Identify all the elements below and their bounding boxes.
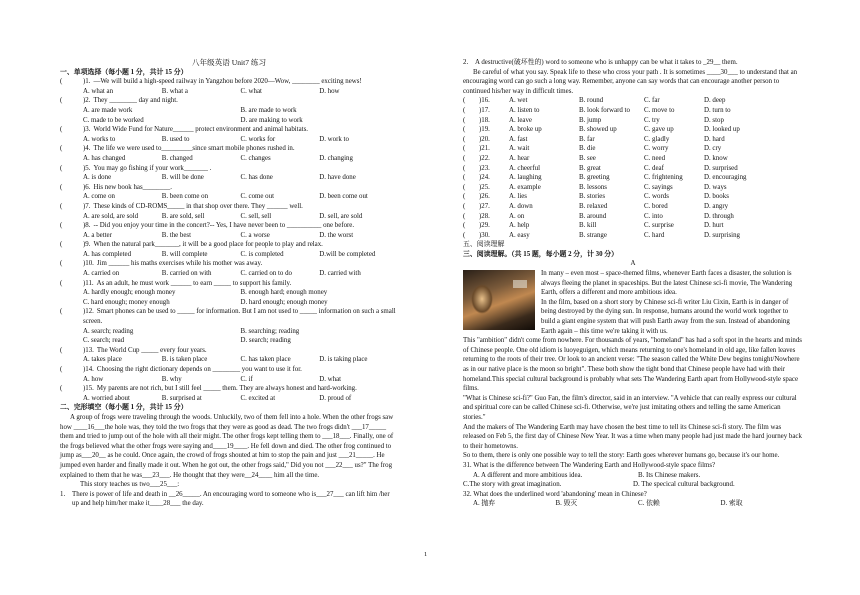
option: B. great xyxy=(579,164,601,172)
question-31-options-row-2: C.The story with great imagination. D. The specical cultural background. xyxy=(463,481,735,489)
mc-question xyxy=(60,384,398,403)
cloze-option-row xyxy=(463,135,803,145)
cloze-option-row xyxy=(463,173,803,183)
question-31-options-row-1: A. A different and more ambitious idea. B. Its Chinese makers. xyxy=(473,471,701,479)
question-number: )17. xyxy=(479,106,490,114)
question-number: )26. xyxy=(479,193,490,201)
option: C. bored xyxy=(644,202,668,210)
option: B. searching; reading xyxy=(240,327,300,335)
option: C. made to be worked xyxy=(83,116,144,124)
left-column xyxy=(60,58,398,509)
mc-question xyxy=(60,240,398,259)
options-row xyxy=(60,192,398,202)
question-number: )29. xyxy=(479,222,490,230)
option: B. around xyxy=(579,212,607,220)
options-row xyxy=(60,288,398,298)
option: A. down xyxy=(509,202,533,210)
option: C. what xyxy=(240,87,262,95)
answer-blank[interactable]: ( xyxy=(463,154,466,162)
question-number: )18. xyxy=(479,116,490,124)
question-text: My parents are not rich, but I still feel _____ them. They are always honest and hard-working. xyxy=(96,385,357,393)
option: D. hard xyxy=(704,135,725,143)
answer-blank[interactable]: ( xyxy=(60,183,63,191)
option: A. works to xyxy=(83,135,116,143)
question-text: -- Did you enjoy your time in the concert?-- Yes, I have never been to __________ one before. xyxy=(93,222,355,230)
option: B. what a xyxy=(161,87,188,95)
question-number: )6. xyxy=(83,183,91,191)
answer-blank[interactable]: ( xyxy=(60,308,63,316)
cloze-option-row xyxy=(463,192,803,202)
options-row xyxy=(60,269,398,279)
option: B. the best xyxy=(161,231,192,239)
options-row xyxy=(60,116,398,126)
option: A. fast xyxy=(509,135,528,143)
answer-blank[interactable]: ( xyxy=(60,126,63,134)
option: B. surprised at xyxy=(161,394,202,402)
question-text: When the natural park_______, it will be a good place for people to play and relax. xyxy=(93,241,323,249)
option: A. hear xyxy=(509,154,530,162)
option: B. used to xyxy=(161,135,190,143)
option: A. wait xyxy=(509,145,530,153)
option: D. been come out xyxy=(319,193,368,201)
option: B. showed up xyxy=(579,126,617,134)
option: B. lessons xyxy=(579,183,607,191)
reading-paragraph-1: In many – even most – space-themed films, whenever Earth faces a disaster, the solution is always fleeing the planet in spaceships. But the latest Chinese sci-fi movie, The Wandering Earth, offers a different and more ambitious idea. xyxy=(541,270,793,297)
options-row xyxy=(60,173,398,183)
option: A. is done xyxy=(83,174,112,182)
cloze-passage: A group of frogs were traveling through the woods. Unluckily, two of them fell into a hole. When the other frogs saw how ____16___the hole was, they told the two frogs that they were as good as dead. The two frogs didn't ___17_____ them and tried to jump out of the hole with all their might. The other frogs kept telling them to ___18___. Finally, one of the frogs believed what the other frogs were saying and____19____. He fell down and died. The other frog continued to jump as___20__ as he could. Once again, the crowd of frogs shouted at him to stop the pain and just ___21_____. He jumped even harder and finally made it out. When he got out, the other frogs said," Did you not ___22___ us?" The frog explained to them that he was___23___. He thought that they were__24____ him all the time. xyxy=(60,413,394,479)
question-number: )5. xyxy=(83,164,91,172)
options-row xyxy=(60,298,398,308)
question-number: )3. xyxy=(83,126,91,134)
option: C. carried on to do xyxy=(240,270,292,278)
question-number: )25. xyxy=(479,183,490,191)
option: B. greeting xyxy=(579,174,610,182)
answer-blank[interactable]: ( xyxy=(463,164,466,172)
options-row xyxy=(60,394,398,404)
answer-blank[interactable]: ( xyxy=(463,106,466,114)
question-number: )15. xyxy=(83,385,94,393)
option: A. leave xyxy=(509,116,532,124)
question-number: )12. xyxy=(83,308,94,316)
option: C. frightening xyxy=(644,174,683,182)
option: B. see xyxy=(579,154,596,162)
option: A. help xyxy=(509,222,530,230)
option: C. deaf xyxy=(644,164,664,172)
mc-question xyxy=(60,279,398,308)
answer-blank[interactable]: ( xyxy=(60,164,63,172)
cloze-option-row xyxy=(463,154,803,164)
question-number: )13. xyxy=(83,346,94,354)
right-column xyxy=(463,58,803,509)
question-text: —We will build a high-speed railway in Yangzhou before 2020—Wow, ________ exciting news! xyxy=(93,78,362,86)
options-row xyxy=(60,250,398,260)
option: C. hard xyxy=(644,231,665,239)
option: B. round xyxy=(579,97,604,105)
option: D. sell, are sold xyxy=(319,212,363,220)
mc-question xyxy=(60,221,398,240)
option: D. work to xyxy=(319,135,349,143)
question-text: As an adult, he must work ______ to earn _____ to support his family. xyxy=(96,279,292,287)
option: D. hard enough; enough money xyxy=(240,298,328,306)
options-row xyxy=(60,212,398,222)
reading-paragraph-3: This "ambition" didn't come from nowhere. For thousands of years, "homeland" has had a soft spot in the hearts and minds of Chinese people. One old idiom is luoyeguigen, which means returning to one's homeland in old age, like fallen leaves returning to the roots of their tree. Or look to an ancient verse: "The season called the White Dew begins tonight/Nowhere as in our native place is the moon so bright". These both show the tight bond that Chinese people have had with their homeland.This special cultural background is probably what sets The Wandering Earth apart from Hollywood-style space films. xyxy=(463,337,802,393)
question-number: )19. xyxy=(479,126,490,134)
cloze-option-row xyxy=(463,106,803,116)
question-number: )28. xyxy=(479,212,490,220)
option: D. surprising xyxy=(704,231,740,239)
cloze-option-row xyxy=(463,183,803,193)
option: B. is taken place xyxy=(161,356,208,364)
option: B. strange xyxy=(579,231,607,239)
option: B. far xyxy=(579,135,595,143)
option: A. worried about xyxy=(83,394,130,402)
option: A. come on xyxy=(83,193,115,201)
question-32-options: A. 抛弃 B. 毁灭 C. 依赖 D. 索取 xyxy=(473,500,743,508)
option: A. are made work xyxy=(83,106,133,114)
option: D. is taking place xyxy=(319,356,368,364)
option: B. kill xyxy=(579,222,597,230)
reading-paragraph-6: So to them, there is only one possible way to tell the story: Earth goes wherever humans go, because it's our home. xyxy=(463,452,780,460)
option: B. die xyxy=(579,145,596,153)
option: C. a worse xyxy=(240,231,270,239)
cloze-point-1: 1. There is power of life and death in __26_____. An encouraging word to someone who is___27___ can lift him /her up and help him/her make it____28___ the day. xyxy=(60,490,390,508)
cloze-options-list xyxy=(463,96,803,240)
question-number: )23. xyxy=(479,164,490,172)
option: C. hard enough; money enough xyxy=(83,298,170,306)
option: D. the worst xyxy=(319,231,354,239)
option: A. laughing xyxy=(509,174,542,182)
option: A. are sold, are sold xyxy=(83,212,139,220)
option: B. will complete xyxy=(161,250,208,258)
option: A. how xyxy=(83,375,104,383)
page-number: 1 xyxy=(424,551,428,558)
option: D. know xyxy=(704,154,728,162)
answer-blank[interactable]: ( xyxy=(60,346,63,354)
option: D. through xyxy=(704,212,734,220)
options-row xyxy=(60,355,398,365)
question-number: )4. xyxy=(83,145,91,153)
question-number: )30. xyxy=(479,231,490,239)
answer-blank[interactable]: ( xyxy=(60,366,63,373)
option: B. jump xyxy=(579,116,602,124)
option: D. cry xyxy=(704,145,722,153)
cloze-option-row xyxy=(463,125,803,135)
options-row xyxy=(60,336,398,346)
option: C. surprise xyxy=(644,222,674,230)
question-number: )1. xyxy=(83,78,91,86)
movie-poster-image xyxy=(463,270,535,330)
answer-blank[interactable]: ( xyxy=(60,78,63,86)
option: D. have done xyxy=(319,174,356,182)
option: C. move to xyxy=(644,106,675,114)
option: A. easy xyxy=(509,231,530,239)
answer-blank[interactable]: ( xyxy=(463,145,466,153)
question-number: )22. xyxy=(479,154,490,162)
mc-question xyxy=(60,365,398,384)
question-text: Jim ______ his maths exercises while his mother was away. xyxy=(96,260,263,268)
option: D.will be completed xyxy=(319,250,376,258)
option: D. ways xyxy=(704,183,727,191)
option: D. how xyxy=(319,87,340,95)
option: B. are sold, sell xyxy=(161,212,205,220)
answer-blank[interactable]: ( xyxy=(463,126,466,134)
option: D. deep xyxy=(704,97,726,105)
option: D. turn to xyxy=(704,106,731,114)
question-number: )21. xyxy=(479,145,490,153)
option: D. what xyxy=(319,375,342,383)
cloze-option-row xyxy=(463,164,803,174)
section-2-title: 二、完形填空（每小题 1 分，共计 15 分） xyxy=(60,404,188,412)
mc-question xyxy=(60,183,398,202)
answer-blank[interactable]: ( xyxy=(463,222,466,230)
option: B. are made to work xyxy=(240,106,297,114)
passage-label: A xyxy=(630,260,636,268)
option: B. changed xyxy=(161,154,193,162)
question-number: )24. xyxy=(479,174,490,182)
option: D. books xyxy=(704,193,729,201)
option: C. works for xyxy=(240,135,276,143)
option: C. words xyxy=(644,193,669,201)
cloze-option-row xyxy=(463,116,803,126)
question-number: )10. xyxy=(83,260,94,268)
option: A. search; reading xyxy=(83,327,134,335)
answer-blank[interactable]: ( xyxy=(60,97,63,105)
question-number: )8. xyxy=(83,222,91,230)
answer-blank[interactable]: ( xyxy=(60,385,63,393)
option: A. listen to xyxy=(509,106,540,114)
cloze-option-row xyxy=(463,96,803,106)
option: A. has completed xyxy=(83,250,132,258)
mc-question xyxy=(60,125,398,144)
answer-blank[interactable]: ( xyxy=(463,231,466,239)
cloze-option-row xyxy=(463,144,803,154)
option: C. if xyxy=(240,375,253,383)
option: B. will be done xyxy=(161,174,204,182)
option: D. hurt xyxy=(704,222,724,230)
question-number: )16. xyxy=(479,97,490,105)
cloze-lesson: This story teaches us two___25___: xyxy=(80,481,180,489)
question-number: )20. xyxy=(479,135,490,143)
mc-question xyxy=(60,144,398,163)
answer-blank[interactable]: ( xyxy=(60,260,63,268)
question-number: )11. xyxy=(83,279,94,287)
question-text: Smart phones can be used to _____ for information. But I am not used to _____ information on such a small screen. xyxy=(83,308,396,326)
option: A. lies xyxy=(509,193,527,201)
mc-question xyxy=(60,77,398,96)
option: A. broke up xyxy=(509,126,542,134)
option: D. encouraging xyxy=(704,174,747,182)
question-text: You may go fishing if your work_______ . xyxy=(93,164,212,172)
option: B. enough hard; enough money xyxy=(240,289,328,297)
reading-paragraph-5: And the makers of The Wandering Earth may have chosen the best time to tell its Chinese sci-fi story. The film was released on Feb 5, the first day of Chinese New Year. It was a time when many people had just made the hard journey back to their hometowns. xyxy=(463,423,802,450)
options-row xyxy=(60,375,398,385)
cloze-ending: Be careful of what you say. Speak life to these who cross your path . It is sometimes ____30___ to understand that an encouraging word can go such a long way. Remember, anyone can say words that can encourage another person to continued his/her way in difficult times. xyxy=(463,68,798,95)
option: C. has done xyxy=(240,174,273,182)
option: A. hardly enough; enough money xyxy=(83,289,176,297)
answer-blank[interactable]: ( xyxy=(463,193,466,201)
option: C. come out xyxy=(240,193,274,201)
reading-paragraph-2: In the film, based on a short story by Chinese sci-fi writer Liu Cixin, Earth is in danger of being destroyed by the dying sun. In response, humans around the world work together to build a giant engine system that will push Earth away from the sun. Instead of abandoning Earth again – this time we're taking it with us. xyxy=(541,298,790,335)
options-row xyxy=(60,231,398,241)
option: C. gave up xyxy=(644,126,674,134)
question-31: 31. What is the difference between The Wandering Earth and Hollywood-style space films? xyxy=(463,461,716,469)
option: D. angry xyxy=(704,202,729,210)
option: A. cheerful xyxy=(509,164,540,172)
cloze-option-row xyxy=(463,221,803,231)
question-text: The World Cup _____ every four years. xyxy=(96,346,207,354)
answer-blank[interactable]: ( xyxy=(463,202,466,210)
option: D. looked up xyxy=(704,126,740,134)
option: C. search; read xyxy=(83,337,125,345)
reading-paragraph-4: "What is Chinese sci-fi?" Guo Fan, the film's director, said in an interview. "A vehicle that can really express our cultural and spiritual core can be called Chinese sci-fi. Otherwise, we're just imitating others and telling the same American stories." xyxy=(463,394,797,421)
option: D. search; reading xyxy=(240,337,291,345)
question-text: His new book has________. xyxy=(93,183,172,191)
mc-question xyxy=(60,202,398,221)
option: D. carried with xyxy=(319,270,361,278)
option: C. sell, sell xyxy=(240,212,272,220)
cloze-option-row xyxy=(463,202,803,212)
question-text: World Wide Fund for Nature______ protect environment and animal habitats. xyxy=(93,126,308,134)
answer-blank[interactable]: ( xyxy=(60,202,63,210)
option: A. a better xyxy=(83,231,112,239)
option: D. proud of xyxy=(319,394,352,402)
option: D. are making to work xyxy=(240,116,303,124)
question-number: )14. xyxy=(83,366,94,373)
answer-blank[interactable]: ( xyxy=(60,279,63,287)
option: C. try xyxy=(644,116,660,124)
option: C. far xyxy=(644,97,660,105)
option: C. is completed xyxy=(240,250,284,258)
option: B. carried on with xyxy=(161,270,212,278)
option: C. need xyxy=(644,154,666,162)
options-row xyxy=(60,106,398,116)
mc-question xyxy=(60,96,398,125)
question-32: 32. What does the underlined word 'abandoning' mean in Chinese? xyxy=(463,490,647,498)
section-3-title: 三、阅读理解。（共 15 题，每小题 2 分，计 30 分） xyxy=(463,250,619,258)
option: A. example xyxy=(509,183,541,191)
options-row xyxy=(60,154,398,164)
passage-intro xyxy=(463,269,803,336)
option: A. takes place xyxy=(83,356,122,364)
mc-question xyxy=(60,346,398,365)
answer-blank[interactable]: ( xyxy=(463,174,466,182)
cloze-point-2: 2. A destructive(破坏性的) word to someone who is unhappy can be what it takes to _29__ them. xyxy=(463,59,738,66)
question-text: These kinds of CD-ROMS_____ in that shop over there. They ______ well. xyxy=(93,202,303,210)
option: B. been come on xyxy=(161,193,209,201)
options-row xyxy=(60,327,398,337)
answer-blank[interactable]: ( xyxy=(463,135,466,143)
answer-blank[interactable]: ( xyxy=(60,241,63,249)
page-title: 八年级英语 Unit7 练习 xyxy=(191,58,267,67)
option: D. changing xyxy=(319,154,353,162)
answer-blank[interactable]: ( xyxy=(463,183,466,191)
option: A. on xyxy=(509,212,525,220)
question-number: )2. xyxy=(83,97,91,105)
option: C. gladly xyxy=(644,135,670,143)
option: B. stories xyxy=(579,193,606,201)
cloze-option-row xyxy=(463,212,803,222)
option: D. surprised xyxy=(704,164,738,172)
question-number: )27. xyxy=(479,202,490,210)
option: C. worry xyxy=(644,145,669,153)
options-row xyxy=(60,87,398,97)
answer-blank[interactable]: ( xyxy=(463,116,466,124)
answer-blank[interactable]: ( xyxy=(463,97,466,105)
option: C. sayings xyxy=(644,183,673,191)
answer-blank[interactable]: ( xyxy=(463,212,466,220)
mc-question xyxy=(60,307,398,345)
option: A. what an xyxy=(83,87,114,95)
option: A. wet xyxy=(509,97,528,105)
option: B. why xyxy=(161,375,182,383)
mc-question xyxy=(60,164,398,183)
section-1-title: 一、单项选择（每小题 1 分，共计 15 分） xyxy=(60,68,188,76)
option: C. changes xyxy=(240,154,271,162)
cloze-option-row xyxy=(463,231,803,241)
option: C. has taken place xyxy=(240,356,291,364)
question-number: )9. xyxy=(83,241,91,249)
question-text: They ________ day and night. xyxy=(93,97,178,105)
answer-blank[interactable]: ( xyxy=(60,145,63,153)
options-row xyxy=(60,135,398,145)
option: A. has changed xyxy=(83,154,126,162)
option: C. excited at xyxy=(240,394,276,402)
option: B. look forward to xyxy=(579,106,630,114)
multiple-choice-list xyxy=(60,77,398,403)
question-number: )7. xyxy=(83,202,91,210)
option: C. into xyxy=(644,212,663,220)
section-5-title: 五、阅读理解 xyxy=(463,241,505,249)
mc-question xyxy=(60,259,398,278)
option: D. stop xyxy=(704,116,724,124)
question-text: The life we were used to_________since smart mobile phones rushed in. xyxy=(93,145,295,153)
answer-blank[interactable]: ( xyxy=(60,222,63,230)
option: B. relaxed xyxy=(579,202,608,210)
option: A. carried on xyxy=(83,270,120,278)
question-text: Choosing the right dictionary depends on ________ you want to use it for. xyxy=(96,366,302,373)
